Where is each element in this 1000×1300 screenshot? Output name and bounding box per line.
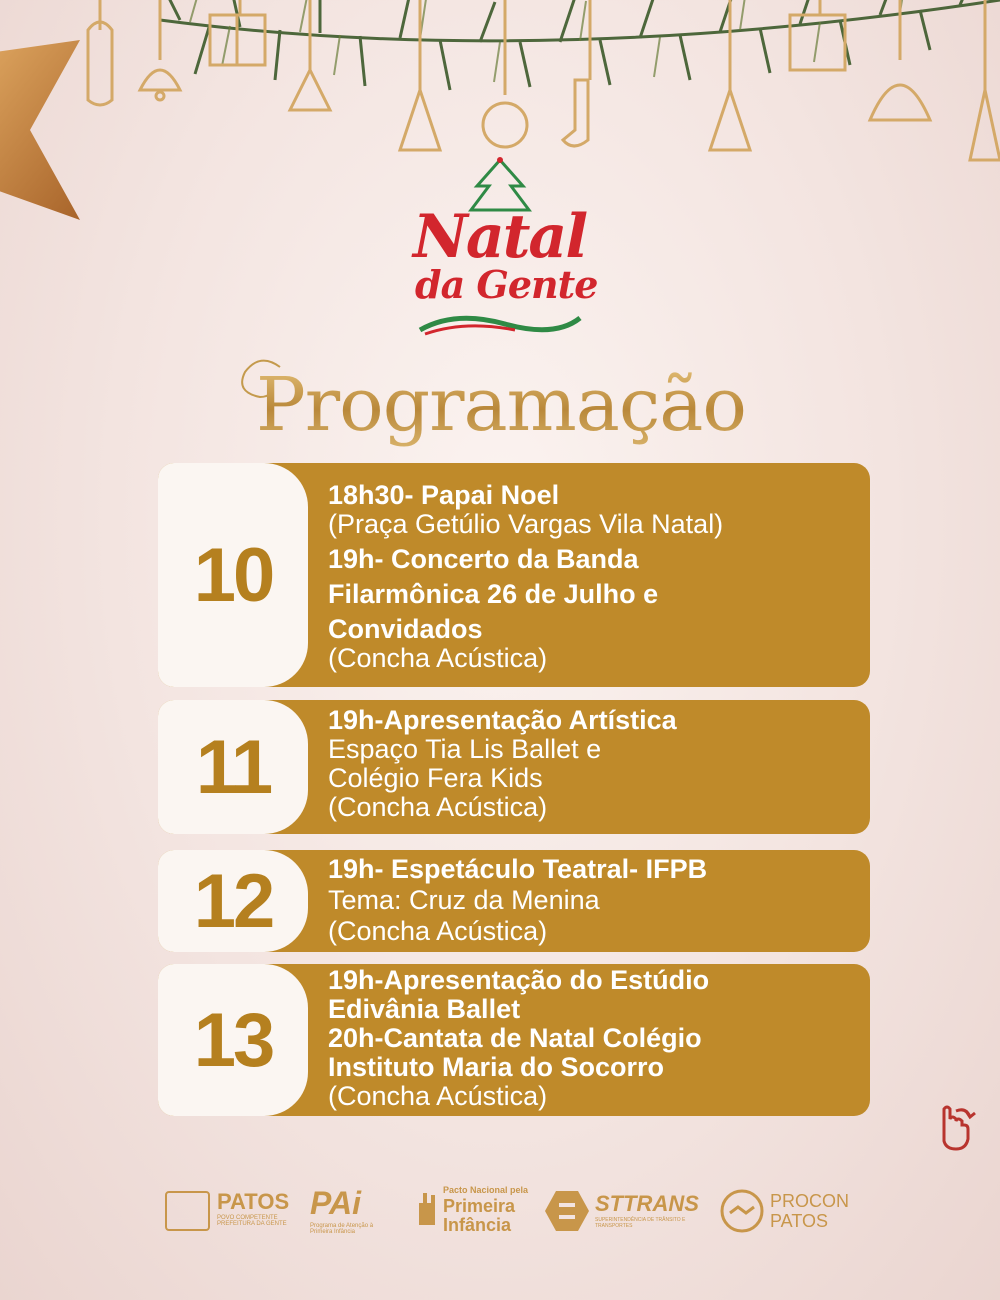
- event-line: 19h- Concerto da Banda: [328, 544, 639, 574]
- procon-logo: [720, 1185, 860, 1240]
- schedule-card-12: [158, 850, 870, 952]
- pacto-line2: Primeira: [443, 1196, 516, 1216]
- patos-name: PATOS: [217, 1189, 290, 1214]
- logo-line1: Natal: [413, 202, 587, 272]
- procon-line1: PROCON: [770, 1191, 850, 1211]
- day-number: 11: [158, 700, 308, 834]
- pacto-line3: Infância: [443, 1215, 512, 1235]
- event-list: [328, 966, 860, 1111]
- procon-line2: PATOS: [770, 1211, 829, 1231]
- logo-line2: da Gente: [415, 262, 598, 307]
- swipe-hand-icon: [926, 1105, 976, 1155]
- event-line: 19h-Apresentação do Estúdio: [328, 965, 710, 995]
- day-number: 12: [158, 850, 308, 952]
- natal-da-gente-logo: [395, 150, 605, 350]
- day-number: 13: [158, 964, 308, 1116]
- event-line: Convidados: [328, 614, 483, 644]
- sttrans-emblem-icon: [545, 1191, 589, 1231]
- event-list: [328, 706, 860, 822]
- event-line: Tema: Cruz da Menina: [328, 885, 600, 915]
- footer-logos: [165, 1185, 865, 1245]
- event-line: 20h-Cantata de Natal Colégio: [328, 1023, 702, 1053]
- schedule-card-13: [158, 964, 870, 1116]
- event-line: Colégio Fera Kids: [328, 763, 543, 793]
- handshake-icon: [720, 1189, 764, 1233]
- event-line: (Praça Getúlio Vargas Vila Natal): [328, 509, 724, 539]
- pai-name: PAi: [310, 1185, 361, 1221]
- patos-subtitle: POVO COMPETENTE PREFEITURA DA GENTE: [217, 1215, 287, 1227]
- sttrans-subtitle: SUPERINTENDÊNCIA DE TRÂNSITO E TRANSPORTES: [595, 1217, 686, 1229]
- event-line: Espaço Tia Lis Ballet e: [328, 734, 602, 764]
- patos-crest-icon: [165, 1191, 210, 1231]
- event-line: (Concha Acústica): [328, 916, 548, 946]
- event-line: (Concha Acústica): [328, 643, 548, 673]
- logo-swash: [415, 310, 585, 340]
- event-line: Filarmônica 26 de Julho e: [328, 579, 659, 609]
- pacto-primeira-infancia-logo: [415, 1185, 545, 1245]
- pai-logo: [310, 1185, 410, 1240]
- event-line: Edivânia Ballet: [328, 994, 521, 1024]
- title-text: Programação: [256, 362, 746, 448]
- event-list: [328, 854, 860, 947]
- day-number: 10: [158, 463, 308, 687]
- event-line: Instituto Maria do Socorro: [328, 1052, 665, 1082]
- event-line: (Concha Acústica): [328, 792, 548, 822]
- pai-subtitle: Programa de Atenção à Primeira Infância: [310, 1223, 374, 1235]
- event-list: [328, 481, 860, 673]
- page-title: [230, 352, 790, 452]
- event-line: 19h-Apresentação Artística: [328, 705, 677, 735]
- schedule-card-10: [158, 463, 870, 687]
- event-line: (Concha Acústica): [328, 1081, 548, 1111]
- schedule-card-11: [158, 700, 870, 834]
- sttrans-logo: [545, 1185, 715, 1240]
- event-line: 19h- Espetáculo Teatral- IFPB: [328, 854, 708, 884]
- sttrans-name: STTRANS: [595, 1191, 699, 1216]
- patos-logo: [165, 1185, 300, 1240]
- hand-icon: [415, 1191, 439, 1225]
- pacto-line1: Pacto Nacional pela: [443, 1185, 529, 1195]
- event-line: 18h30- Papai Noel: [328, 480, 560, 510]
